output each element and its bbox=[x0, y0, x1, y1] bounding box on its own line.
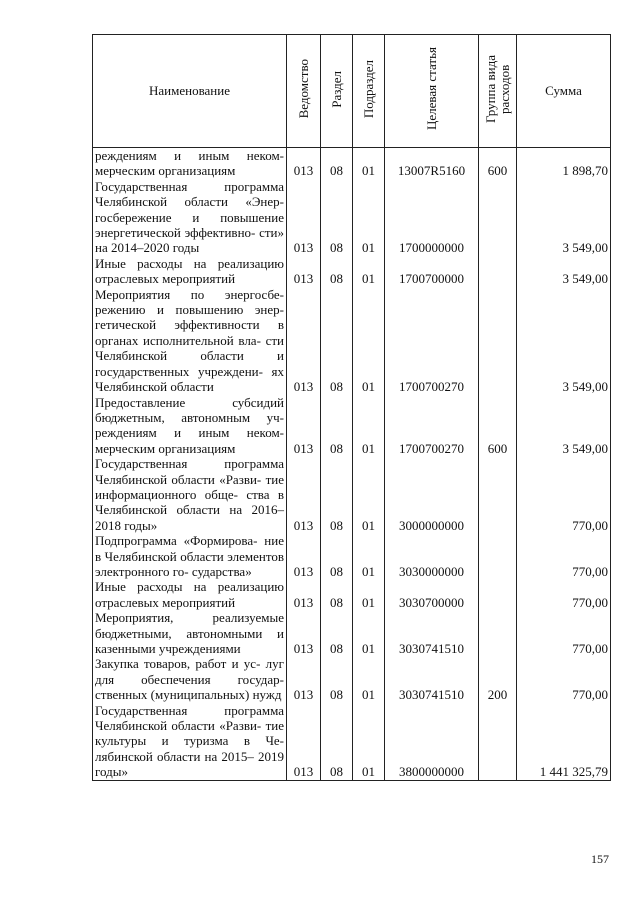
row-group: 600 bbox=[479, 395, 517, 457]
row-name: Иные расходы на реализацию отраслевых мероприятий bbox=[93, 256, 287, 287]
row-dept: 013 bbox=[287, 656, 321, 702]
row-section: 08 bbox=[321, 610, 353, 656]
row-subsection: 01 bbox=[353, 703, 385, 781]
header-section: Раздел bbox=[321, 35, 353, 148]
table-row bbox=[93, 579, 611, 610]
row-target: 3030741510 bbox=[385, 610, 479, 656]
header-sum: Сумма bbox=[517, 35, 611, 148]
table-row bbox=[93, 656, 611, 702]
row-target: 3030741510 bbox=[385, 656, 479, 702]
row-section: 08 bbox=[321, 656, 353, 702]
row-sum: 3 549,00 bbox=[517, 395, 611, 457]
row-name: Предоставление субсидий бюджетным, автономным уч- реждениям и иным неком- мерческим организациям bbox=[93, 395, 287, 457]
row-name: Государственная программа Челябинской области «Разви- тие информационного обще- ства в Челябинской области на 2016–2018 годы» bbox=[93, 456, 287, 533]
row-subsection: 01 bbox=[353, 610, 385, 656]
row-name: Мероприятия, реализуемые бюджетными, автономными и казенными учреждениями bbox=[93, 610, 287, 656]
row-section: 08 bbox=[321, 579, 353, 610]
row-subsection: 01 bbox=[353, 656, 385, 702]
row-section: 08 bbox=[321, 287, 353, 395]
row-sum: 770,00 bbox=[517, 579, 611, 610]
row-dept: 013 bbox=[287, 533, 321, 579]
row-subsection: 01 bbox=[353, 456, 385, 533]
row-name: Иные расходы на реализацию отраслевых мероприятий bbox=[93, 579, 287, 610]
row-section: 08 bbox=[321, 456, 353, 533]
row-subsection: 01 bbox=[353, 148, 385, 179]
page-number: 157 bbox=[591, 852, 609, 866]
row-dept: 013 bbox=[287, 256, 321, 287]
table-row bbox=[93, 395, 611, 457]
table-header-row bbox=[93, 35, 611, 148]
table-row bbox=[93, 456, 611, 533]
row-dept: 013 bbox=[287, 148, 321, 179]
row-target: 3030000000 bbox=[385, 533, 479, 579]
row-group bbox=[479, 179, 517, 256]
table-row bbox=[93, 179, 611, 256]
row-section: 08 bbox=[321, 533, 353, 579]
row-group bbox=[479, 287, 517, 395]
row-name: Подпрограмма «Формирова- ние в Челябинской области элементов электронного го- сударства» bbox=[93, 533, 287, 579]
row-sum: 770,00 bbox=[517, 610, 611, 656]
row-group bbox=[479, 703, 517, 781]
row-section: 08 bbox=[321, 703, 353, 781]
row-section: 08 bbox=[321, 395, 353, 457]
header-subsection: Подраздел bbox=[353, 35, 385, 148]
budget-table bbox=[92, 34, 611, 781]
row-name: Закупка товаров, работ и ус- луг для обеспечения государ- ственных (муниципальных) нужд bbox=[93, 656, 287, 702]
row-subsection: 01 bbox=[353, 579, 385, 610]
row-dept: 013 bbox=[287, 179, 321, 256]
row-name: Государственная программа Челябинской области «Энер- госбережение и повышение энергетической эффективно- сти» на 2014–2020 годы bbox=[93, 179, 287, 256]
row-subsection: 01 bbox=[353, 179, 385, 256]
row-target: 3030700000 bbox=[385, 579, 479, 610]
row-subsection: 01 bbox=[353, 395, 385, 457]
table-row bbox=[93, 148, 611, 179]
row-target: 3000000000 bbox=[385, 456, 479, 533]
row-name: реждениям и иным неком- мерческим организациям bbox=[93, 148, 287, 179]
row-sum: 3 549,00 bbox=[517, 256, 611, 287]
row-target: 13007R5160 bbox=[385, 148, 479, 179]
row-group bbox=[479, 456, 517, 533]
row-subsection: 01 bbox=[353, 533, 385, 579]
row-target: 3800000000 bbox=[385, 703, 479, 781]
header-dept: Ведомство bbox=[287, 35, 321, 148]
row-target: 1700700000 bbox=[385, 256, 479, 287]
row-group bbox=[479, 579, 517, 610]
row-dept: 013 bbox=[287, 610, 321, 656]
row-group bbox=[479, 610, 517, 656]
row-sum: 1 441 325,79 bbox=[517, 703, 611, 781]
row-sum: 1 898,70 bbox=[517, 148, 611, 179]
row-target: 1700000000 bbox=[385, 179, 479, 256]
table-row bbox=[93, 533, 611, 579]
row-dept: 013 bbox=[287, 456, 321, 533]
row-subsection: 01 bbox=[353, 256, 385, 287]
row-sum: 770,00 bbox=[517, 533, 611, 579]
table-row bbox=[93, 610, 611, 656]
row-group: 200 bbox=[479, 656, 517, 702]
row-sum: 3 549,00 bbox=[517, 287, 611, 395]
row-target: 1700700270 bbox=[385, 395, 479, 457]
row-section: 08 bbox=[321, 256, 353, 287]
row-group bbox=[479, 256, 517, 287]
row-name: Мероприятия по энергосбе- режению и повышению энер- гетической эффективности в органах исполнительной вла- сти Челябинской области и государственных учреждени- ях Челябинской области bbox=[93, 287, 287, 395]
row-dept: 013 bbox=[287, 579, 321, 610]
header-target: Целевая статья bbox=[385, 35, 479, 148]
row-section: 08 bbox=[321, 179, 353, 256]
row-dept: 013 bbox=[287, 703, 321, 781]
row-subsection: 01 bbox=[353, 287, 385, 395]
row-dept: 013 bbox=[287, 287, 321, 395]
table-row bbox=[93, 703, 611, 781]
table-row bbox=[93, 287, 611, 395]
row-section: 08 bbox=[321, 148, 353, 179]
table-row bbox=[93, 256, 611, 287]
row-name: Государственная программа Челябинской области «Разви- тие культуры и туризма в Че- лябинской области на 2015– 2019 годы» bbox=[93, 703, 287, 781]
header-group: Группа вида расходов bbox=[479, 35, 517, 148]
row-sum: 770,00 bbox=[517, 456, 611, 533]
row-sum: 3 549,00 bbox=[517, 179, 611, 256]
row-dept: 013 bbox=[287, 395, 321, 457]
row-group: 600 bbox=[479, 148, 517, 179]
header-name: Наименование bbox=[93, 35, 287, 148]
row-group bbox=[479, 533, 517, 579]
row-target: 1700700270 bbox=[385, 287, 479, 395]
row-sum: 770,00 bbox=[517, 656, 611, 702]
